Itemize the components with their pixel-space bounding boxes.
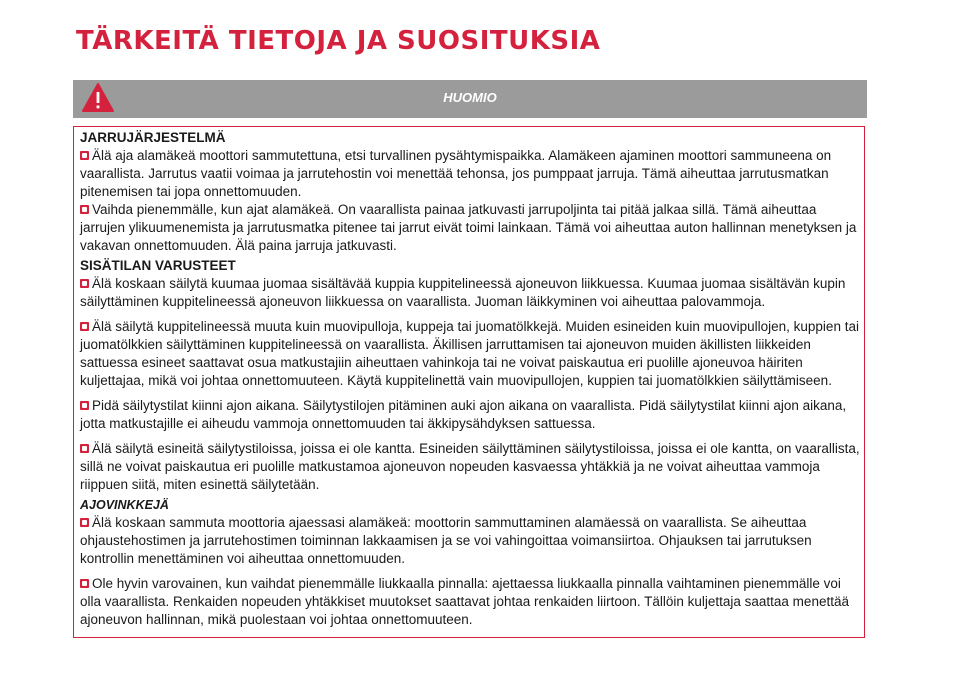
checkbox-bullet-icon (80, 518, 89, 527)
checkbox-bullet-icon (80, 444, 89, 453)
checkbox-bullet-icon (80, 322, 89, 331)
note-header (73, 80, 867, 118)
list-item: Pidä säilytystilat kiinni ajon aikana. Säilytystilojen pitäminen auki ajon aikana on vaarallista. Pidä säilytystilat kiinni ajon aikana, jotta matkustajille ei aiheudu vammoja onnettomuuden tai äkkipysähdyksen sattuessa. (80, 398, 847, 431)
list-item: Älä säilytä esineitä säilytystiloissa, joissa ei ole kantta. Esineiden säilyttäminen säilytystiloissa, joissa ei ole kantta, on vaarallista, sillä ne voivat paiskautua eri puolille matkustamoa ajoneuvon nopeuden kasvaessa yhtäkkiä ja ne voivat aiheuttaa vammoja riippuen siitä, miten esinettä säilytetään. (80, 441, 860, 492)
section-heading-brakes: JARRUJÄRJESTELMÄ (80, 130, 226, 145)
checkbox-bullet-icon (80, 279, 89, 288)
checkbox-bullet-icon (80, 579, 89, 588)
list-item: Älä säilytä kuppitelineessä muuta kuin muovipulloja, kuppeja tai juomatölkkejä. Muiden esineiden kuin muovipullojen, kuppien tai juomatölkkien säilyttäminen kuppitelineessä on vaarallista. Äkillisen jarruttamisen tai ajoneuvon muiden äkillisten liikkeiden sattuessa esineet saattavat osua matkustajiin aiheuttaen vahinkoja tai ne voivat paiskautua eri puolille ajoneuvoa häiriten kuljettajaa, mikä voi johtaa onnettomuuteen. Käytä kuppitelinettä vain muovipullojen, kuppien tai juomatölkkien säilyttämiseen. (80, 319, 859, 388)
list-item: Vaihda pienemmälle, kun ajat alamäkeä. On vaarallista painaa jatkuvasti jarrupoljinta tai pitää jalkaa sillä. Tämä aiheuttaa jarrujen ylikuumenemista ja jarrutusmatka pitenee tai jarrut eivät toimi lainkaan. Tämä voi aiheuttaa auton hallinnan menetyksen ja vakavan onnettomuuden. Älä paina jarruja jatkuvasti. (80, 202, 857, 253)
section-heading-driving-tips: AJOVINKKEJÄ (80, 498, 169, 512)
note-label: HUOMIO (443, 90, 497, 105)
page-title: TÄRKEITÄ TIETOJA JA SUOSITUKSIA (76, 26, 601, 56)
list-item: Ole hyvin varovainen, kun vaihdat pienemmälle liukkaalla pinnalla: ajettaessa liukkaalla pinnalla vaihtaminen pienemmälle voi olla vaarallista. Renkaiden nopeuden yhtäkkiset muutokset saattavat johtaa renkaiden liirtoon. Tällöin kuljettaja saattaa menettää ajoneuvon hallinnan, mikä puolestaan voi johtaa onnettomuuteen. (80, 576, 849, 627)
list-item: Älä aja alamäkeä moottori sammutettuna, etsi turvallinen pysähtymispaikka. Alamäkeen ajaminen moottori sammuneena on vaarallista. Jarrutus vaatii voimaa ja jarrutehostin voi menettää tehonsa, jos pumppaat jarruja. Tämä aiheuttaa jarrutusmatkan pitenemisen tai jopa onnettomuuden. (80, 148, 832, 199)
checkbox-bullet-icon (80, 401, 89, 410)
list-item: Älä koskaan sammuta moottoria ajaessasi alamäkeä: moottorin sammuttaminen alamäessä on vaarallista. Se aiheuttaa ohjaustehostimen ja jarrutehostimen toiminnan lakkaamisen ja se voi vahingoittaa voimansiirtoa. Ohjauksen tai jarrutuksen kontrollin menettäminen voi aiheuttaa onnettomuuden. (80, 515, 812, 566)
list-item: Älä koskaan säilytä kuumaa juomaa sisältävää kuppia kuppitelineessä ajoneuvon liikkuessa. Kuumaa juomaa sisältävän kupin säilyttäminen kuppitelineessä ajoneuvon liikkuessa on vaarallista. Juoman läikkyminen voi aiheuttaa palovammoja. (80, 276, 846, 309)
checkbox-bullet-icon (80, 205, 89, 214)
checkbox-bullet-icon (80, 151, 89, 160)
warning-content-box (73, 126, 865, 638)
section-heading-interior: SISÄTILAN VARUSTEET (80, 258, 236, 273)
